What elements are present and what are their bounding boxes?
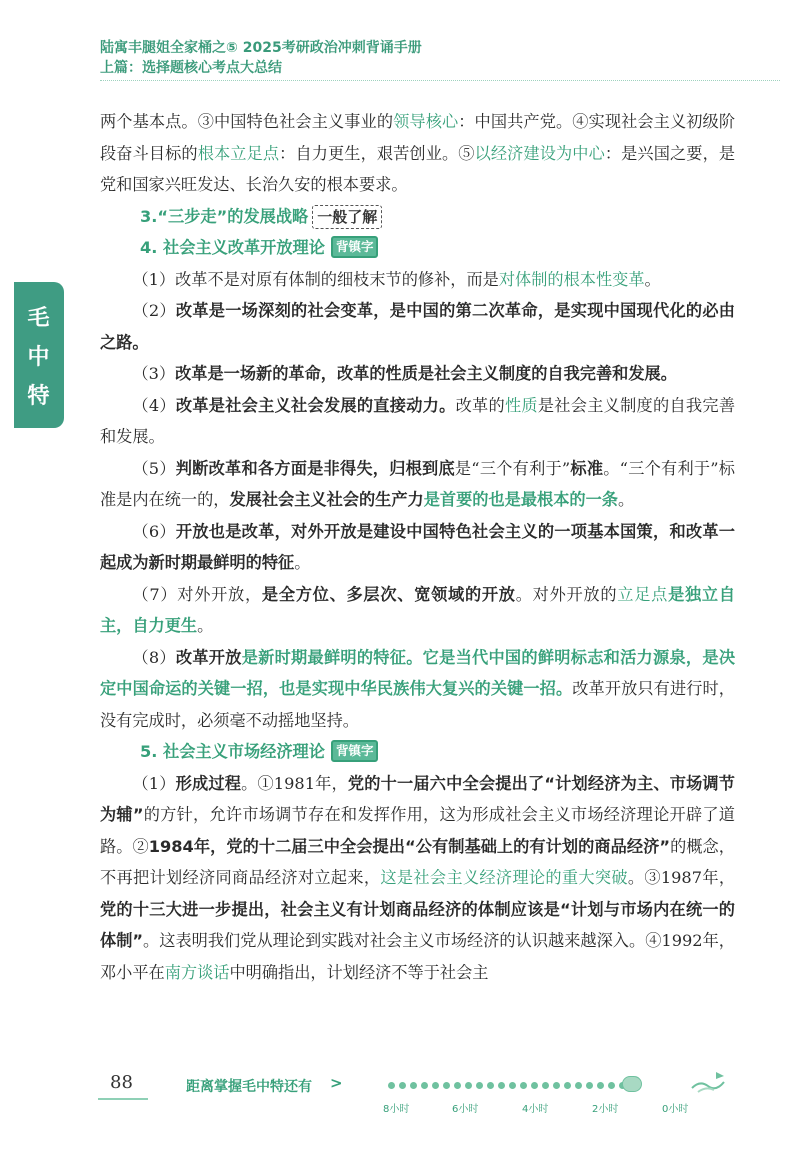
progress-dot <box>421 1082 428 1089</box>
text: 的方针，允许市场调节存在和发挥作用，这为形成社会主义市场经济理论开辟了道路。② <box>100 805 735 856</box>
progress-dot <box>410 1082 417 1089</box>
paragraph-market-1 <box>100 768 735 989</box>
text: （8） <box>132 647 176 667</box>
finish-wave-icon <box>690 1066 730 1094</box>
text: （5） <box>132 458 176 478</box>
hour-scale <box>0 1100 800 1116</box>
page-content <box>100 106 735 988</box>
running-header <box>100 38 780 78</box>
progress-dot <box>454 1082 461 1089</box>
bold-text: 改革是一场深刻的社会变革，是中国的第二次革命，是实现中国现代化的必由之路。 <box>100 301 735 352</box>
highlight: 根本立足点 <box>197 143 280 163</box>
text: 。“三个有利于”标准是内在统一的， <box>100 458 735 509</box>
highlight: 领导核心 <box>393 112 459 131</box>
bold-text: 是全方位、多层次、宽领域的开放 <box>261 584 516 604</box>
progress-dot <box>564 1082 571 1089</box>
text: 。 <box>618 490 635 509</box>
bold-text: 改革是社会主义社会发展的直接动力。 <box>175 395 456 415</box>
header-subtitle: 上篇：选择题核心考点大总结 <box>100 60 282 76</box>
highlight: 是新时期最鲜明的特征。它是当代中国的鲜明标志和活力源泉，是决定中国命运的关键一招，也是实现中华民族伟大复兴的关键一招。 <box>100 647 736 698</box>
progress-dot <box>388 1082 395 1089</box>
progress-dot <box>520 1082 527 1089</box>
text: 。③1987年， <box>627 868 736 887</box>
hour-label: 8小时 <box>383 1104 410 1115</box>
text: 。①1981年， <box>241 773 348 793</box>
text: （7）对外开放， <box>132 584 262 604</box>
side-tab-char-2: 中 <box>27 344 51 370</box>
text: 是社会主义制度的自我完善和发展。 <box>100 395 736 446</box>
text: ：是兴国之要，是党和国家兴旺发达、长治久安的根本要求。 <box>100 143 736 194</box>
bold-text: 党的十三大进一步提出，社会主义有计划商品经济的体制应该是“计划与市场内在统一的体制” <box>100 899 735 950</box>
progress-arrow-icon: > <box>330 1074 343 1092</box>
progress-label: 距离掌握毛中特还有 <box>186 1079 312 1095</box>
importance-tag: 一般了解 <box>312 205 382 229</box>
section-heading-3 <box>100 201 735 233</box>
progress-dot <box>597 1082 604 1089</box>
highlight: 是首要的也是最根本的一条 <box>423 490 618 509</box>
heading-title: 3.“三步走”的发展战略 <box>140 206 309 226</box>
paragraph-reform-2 <box>100 295 735 358</box>
text: 两个基本点。③中国特色社会主义事业的 <box>100 112 394 131</box>
progress-marker-icon <box>622 1076 642 1092</box>
heading-title: 5. 社会主义市场经济理论 <box>140 742 325 761</box>
paragraph-reform-7 <box>100 579 735 642</box>
text: 。 <box>197 616 214 635</box>
paragraph-reform-6 <box>100 516 735 579</box>
progress-dot <box>542 1082 549 1089</box>
progress-dot <box>399 1082 406 1089</box>
header-divider <box>100 80 780 81</box>
paragraph-basic-points <box>100 106 735 201</box>
highlight: 以经济建设为中心 <box>474 143 605 163</box>
bold-text: 改革是一场新的革命，改革的性质是社会主义制度的自我完善和发展。 <box>175 364 677 383</box>
bold-text: 党的十一届六中全会提出了“计划经济为主、市场调节为辅” <box>100 773 735 824</box>
progress-dot <box>553 1082 560 1089</box>
memorize-tag: 背镇字 <box>331 236 379 258</box>
section-heading-4 <box>100 232 735 264</box>
memorize-tag: 背镇字 <box>331 740 379 762</box>
text: 。 <box>644 269 661 289</box>
progress-dots <box>388 1082 708 1094</box>
progress-dot <box>432 1082 439 1089</box>
bold-text: 形成过程 <box>175 773 242 793</box>
text: 。 <box>294 553 311 572</box>
hour-label: 4小时 <box>522 1104 549 1115</box>
heading-title: 4. 社会主义改革开放理论 <box>140 238 325 257</box>
progress-dot <box>509 1082 516 1089</box>
highlight: 这是社会主义经济理论的重大突破 <box>380 868 628 887</box>
paragraph-reform-4 <box>100 390 735 453</box>
text: （1）改革不是对原有体制的细枝末节的修补，而是 <box>132 269 499 289</box>
paragraph-reform-5 <box>100 453 735 516</box>
bold-text: 标准 <box>570 458 604 478</box>
text: 的概念，不再把计划经济同商品经济对立起来， <box>100 836 735 887</box>
chapter-side-tab <box>14 282 64 428</box>
progress-dot <box>575 1082 582 1089</box>
progress-dot <box>608 1082 615 1089</box>
progress-dot <box>498 1082 505 1089</box>
progress-dot <box>465 1082 472 1089</box>
side-tab-char-1: 毛 <box>27 305 51 331</box>
bold-text: 判断改革和各方面是非得失，归根到底 <box>175 458 455 478</box>
hour-label: 2小时 <box>592 1104 619 1115</box>
text: 。这表明我们党从理论到实践对社会主义市场经济的认识越来越深入。④1992年，邓小平在 <box>100 931 735 982</box>
text: ：自力更生，艰苦创业。⑤ <box>279 143 475 163</box>
text: （3） <box>132 364 176 383</box>
text: 中明确指出，计划经济不等于社会主 <box>229 962 489 982</box>
text: （2） <box>132 301 176 320</box>
header-title: 陆寓丰腿姐全家桶之⑤ 2025考研政治冲刺背诵手册 <box>100 40 422 56</box>
text: 是“三个有利于” <box>454 458 571 478</box>
bold-text: 改革开放 <box>175 647 242 667</box>
paragraph-reform-1 <box>100 264 735 296</box>
text: （1） <box>132 773 176 793</box>
bold-text: 1984年，党的十二届三中全会提出“公有制基础上的有计划的商品经济” <box>148 836 671 856</box>
bold-text: 开放也是改革，对外开放是建设中国特色社会主义的一项基本国策，和改革一起成为新时期最鲜明的特征 <box>100 521 735 572</box>
progress-dot <box>487 1082 494 1089</box>
text: 。对外开放的 <box>515 584 618 604</box>
progress-dot <box>586 1082 593 1089</box>
page-number: 88 <box>110 1072 133 1093</box>
paragraph-reform-3 <box>100 358 735 390</box>
side-tab-char-3: 特 <box>27 383 51 409</box>
highlight: 性质 <box>504 395 538 415</box>
progress-dot <box>531 1082 538 1089</box>
text: 改革开放只有进行时，没有完成时，必须毫不动摇地坚持。 <box>100 679 735 730</box>
hour-label: 0小时 <box>662 1104 689 1115</box>
text: （4） <box>132 395 176 415</box>
section-heading-5 <box>100 736 735 768</box>
highlight: 立足点 <box>617 584 669 604</box>
progress-dot <box>476 1082 483 1089</box>
bold-text: 发展社会主义社会的生产力 <box>229 490 424 509</box>
text: 改革的 <box>455 395 505 415</box>
text: ：中国共产党。④实现社会主义初级阶段奋斗目标的 <box>100 112 736 163</box>
text: （6） <box>132 521 176 541</box>
paragraph-reform-8 <box>100 642 735 737</box>
highlight: 是独立自主，自力更生 <box>100 584 736 635</box>
highlight: 南方谈话 <box>164 962 230 982</box>
highlight: 对体制的根本性变革 <box>498 269 645 289</box>
progress-dot <box>443 1082 450 1089</box>
hour-label: 6小时 <box>452 1104 479 1115</box>
